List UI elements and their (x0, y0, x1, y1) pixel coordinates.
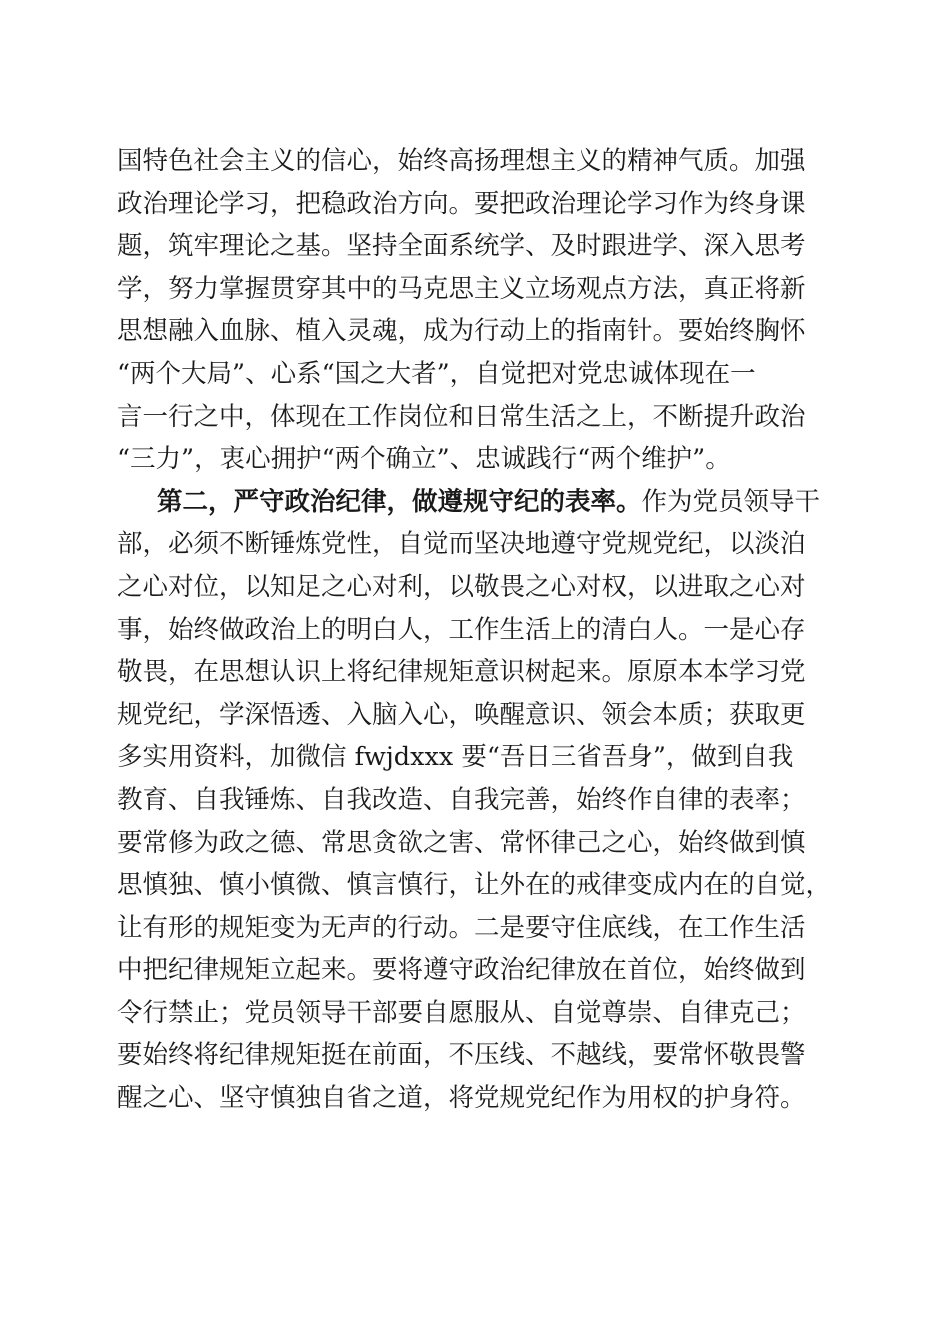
text-line: “三力”，衷心拥护“两个确立”、忠诚践行“两个维护”。 (117, 444, 731, 475)
text-line: 思慎独、慎小慎微、慎言慎行，让外在的戒律变成内在的自觉， (117, 870, 832, 901)
paragraph-1 (117, 140, 837, 481)
text-line: 中把纪律规矩立起来。要将遵守政治纪律放在首位，始终做到 (117, 955, 806, 986)
text-line: 之心对位，以知足之心对利，以敬畏之心对权，以进取之心对 (117, 571, 806, 602)
text-line: 政治理论学习，把稳政治方向。要把政治理论学习作为终身课 (117, 188, 806, 219)
body-text (117, 140, 837, 1120)
paragraph-2-first-line (117, 481, 837, 524)
text-line: 学，努力掌握贯穿其中的马克思主义立场观点方法，真正将新 (117, 273, 806, 304)
text-line: 题，筑牢理论之基。坚持全面系统学、及时跟进学、深入思考 (117, 231, 806, 262)
text-run: 作为党员领导干 (641, 486, 821, 517)
text-line: 多实用资料，加微信 fwjdxxx 要“吾日三省吾身”，做到自我 (117, 742, 794, 773)
text-line: 规党纪，学深悟透、入脑入心，唤醒意识、领会本质；获取更 (117, 699, 806, 730)
paragraph-heading: 第二，严守政治纪律，做遵规守纪的表率。 (157, 486, 642, 517)
text-line: 要常修为政之德、常思贪欲之害、常怀律己之心，始终做到慎 (117, 827, 806, 858)
text-line: 要始终将纪律规矩挺在前面，不压线、不越线，要常怀敬畏警 (117, 1040, 806, 1071)
text-line: 部，必须不断锤炼党性，自觉而坚决地遵守党规党纪，以淡泊 (117, 529, 806, 560)
text-line: 事，始终做政治上的明白人，工作生活上的清白人。一是心存 (117, 614, 806, 645)
text-line: “两个大局”、心系“国之大者”，自觉把对党忠诚体现在一 (117, 358, 756, 389)
paragraph-2 (117, 481, 837, 1120)
text-line: 敬畏，在思想认识上将纪律规矩意识树起来。原原本本学习党 (117, 657, 806, 688)
text-line: 国特色社会主义的信心，始终高扬理想主义的精神气质。加强 (117, 146, 806, 176)
text-line: 思想融入血脉、植入灵魂，成为行动上的指南针。要始终胸怀 (117, 316, 806, 347)
text-line: 教育、自我锤炼、自我改造、自我完善，始终作自律的表率； (117, 784, 806, 815)
text-line: 醒之心、坚守慎独自省之道，将党规党纪作为用权的护身符。 (117, 1083, 806, 1114)
text-line: 令行禁止；党员领导干部要自愿服从、自觉尊崇、自律克己； (117, 997, 806, 1028)
text-line: 言一行之中，体现在工作岗位和日常生活之上，不断提升政治 (117, 401, 806, 432)
text-line: 让有形的规矩变为无声的行动。二是要守住底线，在工作生活 (117, 912, 806, 943)
